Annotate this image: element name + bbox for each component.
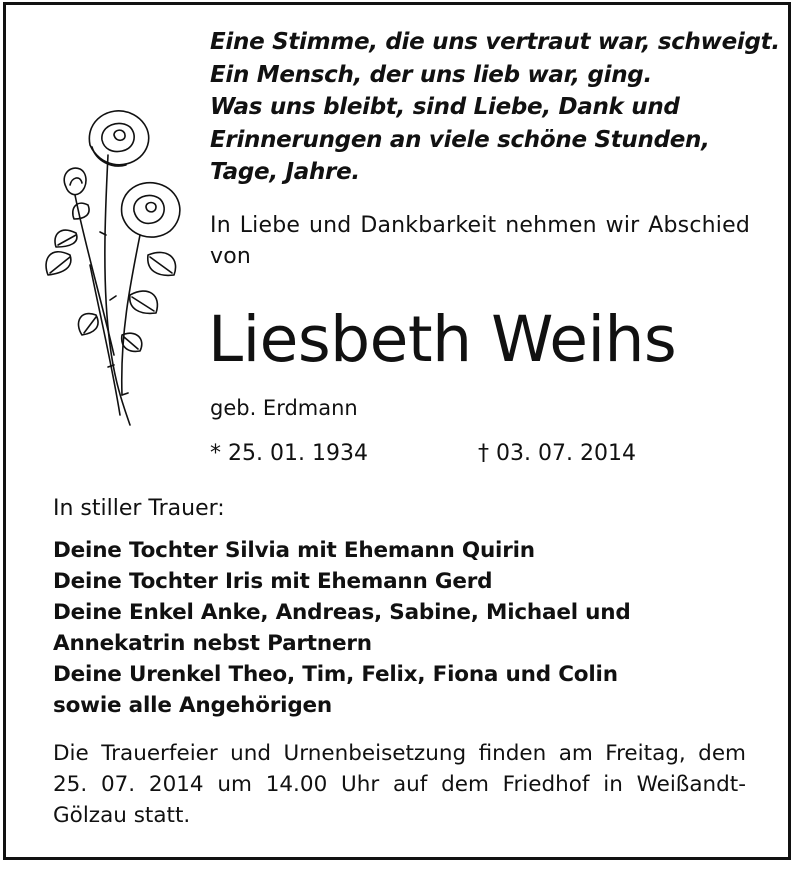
poem — [210, 26, 780, 189]
poem-line: Erinnerungen an viele schöne Stunden, — [210, 126, 710, 153]
birth-date: * 25. 01. 1934 — [210, 441, 368, 466]
poem-line: Tage, Jahre. — [210, 159, 360, 185]
maiden-name: geb. Erdmann — [210, 396, 358, 420]
life-dates — [210, 440, 636, 468]
mourner-line: Deine Tochter Iris mit Ehemann Gerd — [53, 569, 493, 594]
mourner-line: Annekatrin nebst Partnern — [53, 631, 372, 656]
mourner-line: Deine Tochter Silvia mit Ehemann Quirin — [53, 538, 535, 563]
mourner-line: sowie alle Angehörigen — [53, 693, 333, 718]
rose-bouquet-icon — [30, 95, 195, 435]
poem-line: Eine Stimme, die uns vertraut war, schweigt. — [210, 29, 780, 55]
mourning-label: In stiller Trauer: — [53, 496, 225, 521]
mourners-list — [53, 535, 753, 721]
mourner-line: Deine Urenkel Theo, Tim, Felix, Fiona und Colin — [53, 662, 618, 687]
mourner-line: Deine Enkel Anke, Andreas, Sabine, Michael und — [53, 600, 631, 625]
deceased-name: Liesbeth Weihs — [208, 303, 677, 376]
funeral-notice: Die Trauerfeier und Urnenbeisetzung finden am Freitag, dem 25. 07. 2014 um 14.00 Uhr auf dem Friedhof in Weißandt-Gölzau statt. — [53, 741, 746, 828]
farewell-intro: In Liebe und Dankbarkeit nehmen wir Abschied von — [210, 213, 750, 269]
poem-line: Was uns bleibt, sind Liebe, Dank und — [210, 94, 680, 120]
poem-line: Ein Mensch, der uns lieb war, ging. — [210, 61, 652, 88]
death-date: † 03. 07. 2014 — [478, 441, 636, 466]
